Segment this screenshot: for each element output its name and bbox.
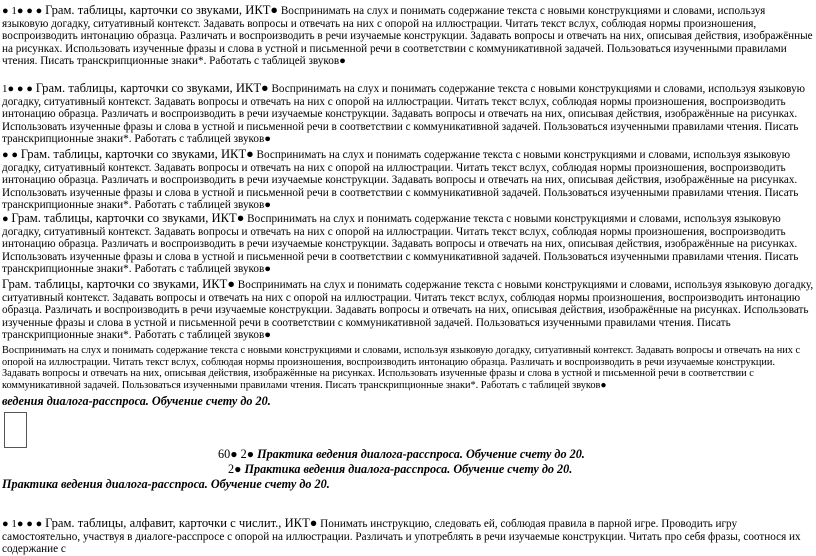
last-paragraph <box>2 517 814 556</box>
practice-line-2 <box>228 462 572 477</box>
practice-line-2-num: 2● <box>228 462 245 476</box>
paragraph-1-body: Воспринимать на слух и понимать содержание текста с новыми конструкциями и словами, используя языковую догадку, ситуативный контекст. Задавать вопросы и отвечать на них с опорой на иллюстрации. Читать текст вслух, соблюдая нормы произношения, воспроизводить интонацию образца. Различать и воспроизводить в речи изучаемые конструкции. Задавать вопросы и отвечать на них, описывая действия, изображённые на рисунках. Использовать изученные фразы и слова в устной и письменной речи в соответствии с коммуникативной задачей. Пользоваться изученными правилами чтения. Писать транскрипционные знаки*. Работать с таблицей звуков● <box>2 5 813 68</box>
heading-fragment-text: ведения диалога-расспроса. Обучение счету до 20. <box>2 394 271 408</box>
paragraph-1 <box>2 4 814 68</box>
practice-line-60-num: 60● 2● <box>218 447 258 461</box>
paragraph-3-prefix: ● ● <box>2 149 21 161</box>
last-paragraph-prefix: ● 1● ● ● <box>2 518 46 530</box>
small-paragraph-text: Воспринимать на слух и понимать содержание текста с новыми конструкциями и словами, используя языковую догадку, ситуативный контекст. Задавать вопросы и отвечать на них с опорой на иллюстрации. Читать текст вслух, соблюдая нормы произношения, воспроизводить интонацию образца. Различать и воспроизводить в речи изучаемые конструкции. Задавать вопросы и отвечать на них, описывая действия, изображённые на рисунках. Использовать изученные фразы и слова в устной и письменной речи в соответствии с коммуникативной задачей. Пользоваться изученными правилами чтения. Писать транскрипционные знаки*. Работать с таблицей звуков● <box>2 345 801 391</box>
paragraph-1-prefix: ● 1● ● ● <box>2 5 46 17</box>
practice-line-plain <box>2 477 330 492</box>
last-paragraph-lead: Грам. таблицы, алфавит, карточки с числит., ИКТ● <box>45 516 318 530</box>
paragraph-1-lead: Грам. таблицы, карточки со звуками, ИКТ● <box>45 3 279 17</box>
paragraph-5 <box>2 278 814 342</box>
practice-line-60 <box>218 447 585 462</box>
paragraph-3 <box>2 148 814 212</box>
empty-cell-box <box>4 412 27 448</box>
paragraph-5-lead: Грам. таблицы, карточки со звуками, ИКТ● <box>2 277 235 291</box>
paragraph-2-lead: Грам. таблицы, карточки со звуками, ИКТ● <box>35 81 269 95</box>
last-paragraph-body: Понимать инструкцию, следовать ей, соблюдая правила в парной игре. Проводить игру самостоятельно, участвуя в диалоге-расспросе с опорой на иллюстрации. Различать и употреблять в речи изучаемые конструкции. Читать про себя фразы, соотнося их содержание с <box>2 518 801 556</box>
paragraph-2-prefix: 1● ● ● <box>2 83 36 95</box>
paragraph-3-lead: Грам. таблицы, карточки со звуками, ИКТ● <box>20 147 254 161</box>
paragraph-4-lead: Грам. таблицы, карточки со звуками, ИКТ● <box>11 211 245 225</box>
small-paragraph <box>2 345 814 391</box>
paragraph-4-prefix: ● <box>2 213 12 225</box>
paragraph-2-body: Воспринимать на слух и понимать содержание текста с новыми конструкциями и словами, используя языковую догадку, ситуативный контекст. Задавать вопросы и отвечать на них с опорой на иллюстрации. Читать текст вслух, соблюдая нормы произношения, воспроизводить интонацию образца. Различать и воспроизводить в речи изучаемые конструкции. Задавать вопросы и отвечать на них, описывая действия, изображённые на рисунках. Использовать изученные фразы и слова в устной и письменной речи в соответствии с коммуникативной задачей. Пользоваться изученными правилами чтения. Писать транскрипционные знаки*. Работать с таблицей звуков● <box>2 83 806 146</box>
paragraph-5-body: Воспринимать на слух и понимать содержание текста с новыми конструкциями и словами, используя языковую догадку, ситуативный контекст. Задавать вопросы и отвечать на них с опорой на иллюстрации. Читать текст вслух, соблюдая нормы произношения, воспроизводить интонацию образца. Различать и воспроизводить в речи изучаемые конструкции. Задавать вопросы и отвечать на них, описывая действия, изображённые на рисунках. Использовать изученные фразы и слова в устной и письменной речи в соответствии с коммуникативной задачей. Пользоваться изученными правилами чтения. Писать транскрипционные знаки*. Работать с таблицей звуков● <box>2 279 814 342</box>
practice-line-plain-text: Практика ведения диалога-расспроса. Обучение счету до 20. <box>2 477 330 491</box>
paragraph-3-body: Воспринимать на слух и понимать содержание текста с новыми конструкциями и словами, используя языковую догадку, ситуативный контекст. Задавать вопросы и отвечать на них с опорой на иллюстрации. Читать текст вслух, соблюдая нормы произношения, воспроизводить интонацию образца. Различать и воспроизводить в речи изучаемые конструкции. Задавать вопросы и отвечать на них, описывая действия, изображённые на рисунках. Использовать изученные фразы и слова в устной и письменной речи в соответствии с коммуникативной задачей. Пользоваться изученными правилами чтения. Писать транскрипционные знаки*. Работать с таблицей звуков● <box>2 149 799 212</box>
paragraph-4-body: Воспринимать на слух и понимать содержание текста с новыми конструкциями и словами, используя языковую догадку, ситуативный контекст. Задавать вопросы и отвечать на них с опорой на иллюстрации. Читать текст вслух, соблюдая нормы произношения, воспроизводить интонацию образца. Различать и воспроизводить в речи изучаемые конструкции. Задавать вопросы и отвечать на них, описывая действия, изображённые на рисунках. Использовать изученные фразы и слова в устной и письменной речи в соответствии с коммуникативной задачей. Пользоваться изученными правилами чтения. Писать транскрипционные знаки*. Работать с таблицей звуков● <box>2 213 799 276</box>
practice-line-2-text: Практика ведения диалога-расспроса. Обучение счету до 20. <box>244 462 573 476</box>
paragraph-4 <box>2 212 814 276</box>
practice-line-60-text: Практика ведения диалога-расспроса. Обучение счету до 20. <box>257 447 585 461</box>
paragraph-2 <box>2 82 814 146</box>
heading-fragment <box>2 394 814 409</box>
